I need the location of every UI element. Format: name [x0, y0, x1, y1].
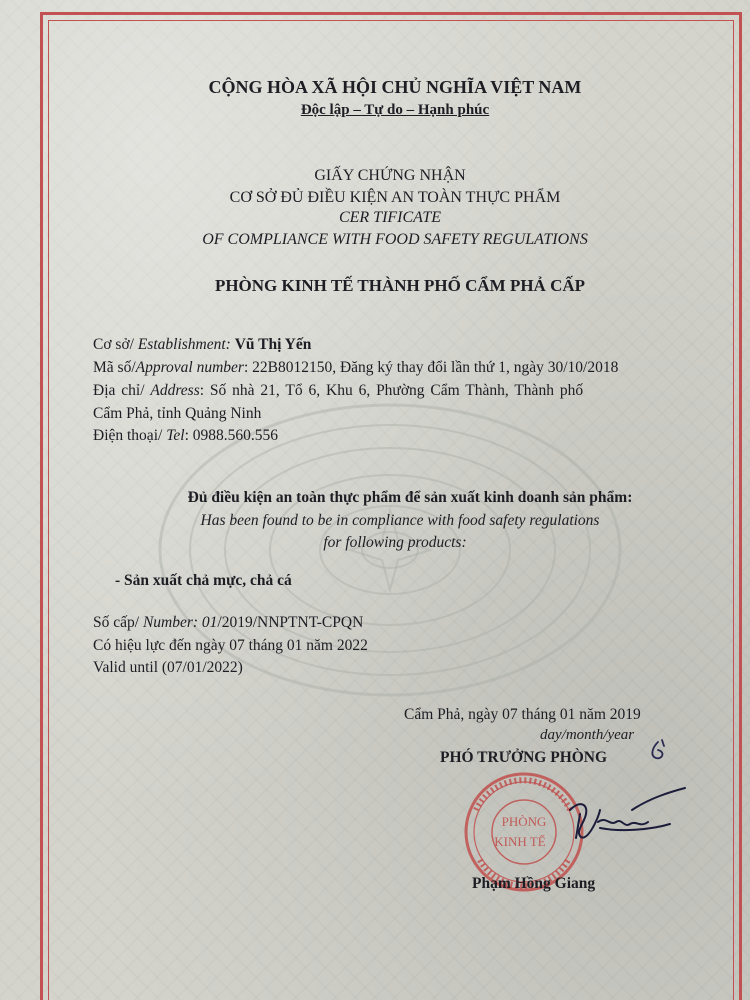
phone-label-vn: Điện thoại/: [93, 427, 167, 444]
establishment-value: Vũ Thị Yến: [234, 336, 312, 353]
product-item: - Sản xuất chả mực, chả cá: [115, 572, 292, 589]
number-value: /2019/NNPTNT-CPQN: [217, 614, 364, 631]
signing-place-date: Cẩm Phả, ngày 07 tháng 01 năm 2019: [404, 706, 641, 723]
certificate-title-en-2: OF COMPLIANCE WITH FOOD SAFETY REGULATIONS: [202, 231, 588, 248]
establishment-label-en: Establishment:: [137, 336, 231, 353]
establishment-label-vn: Cơ sở/: [93, 336, 138, 353]
number-label-en: Number: 01: [142, 614, 218, 631]
certificate-title-en-1: CER TIFICATE: [338, 209, 442, 226]
phone-row: [93, 428, 278, 444]
number-label-vn: Số cấp/: [93, 614, 143, 631]
address-value-1: : Số nhà 21, Tổ 6, Khu 6, Phường Cẩm Thành, Thành phố: [199, 382, 584, 399]
validity-vn: Có hiệu lực đến ngày 07 tháng 01 năm 2022: [93, 637, 368, 654]
address-value-2: Cẩm Phả, tỉnh Quảng Ninh: [93, 405, 262, 422]
compliance-statement-en-2: for following products:: [323, 534, 467, 551]
approval-value: : 22B8012150, Đăng ký thay đổi lần thứ 1, ngày 30/10/2018: [243, 359, 619, 376]
stamp-text-2: KINH TẾ: [494, 834, 546, 849]
approval-label-en: Approval number: [135, 359, 244, 376]
compliance-statement-en-1: Has been found to be in compliance with food safety regulations: [200, 512, 600, 529]
country-header: CỘNG HÒA XÃ HỘI CHỦ NGHĨA VIỆT NAM: [208, 77, 582, 97]
approval-label-vn: Mã số/: [93, 359, 136, 376]
signer-position: PHÓ TRƯỞNG PHÒNG: [440, 749, 608, 766]
initial-mark: [646, 738, 670, 764]
compliance-statement-vn: Đủ điều kiện an toàn thực phẩm để sản xuất kinh doanh sản phẩm:: [187, 489, 633, 506]
issuing-authority: PHÒNG KINH TẾ THÀNH PHỐ CẨM PHẢ CẤP: [214, 276, 586, 295]
certificate-title-vn-2: CƠ SỞ ĐỦ ĐIỀU KIỆN AN TOÀN THỰC PHẨM: [229, 189, 561, 206]
certificate-title-vn-1: GIẤY CHỨNG NHẬN: [314, 167, 466, 184]
validity-en: Valid until (07/01/2022): [93, 659, 243, 676]
phone-label-en: Tel: [166, 427, 185, 444]
address-label-vn: Địa chỉ/: [93, 382, 151, 399]
address-label-en: Address: [150, 382, 200, 399]
approval-row: [93, 360, 618, 376]
phone-value: : 0988.560.556: [184, 427, 279, 444]
handwritten-signature: [540, 780, 690, 860]
establishment-row: [93, 337, 311, 353]
date-format-hint: day/month/year: [540, 727, 635, 743]
address-row: [93, 383, 583, 399]
signer-name: Phạm Hồng Giang: [472, 875, 596, 892]
stamp-text-1: PHÒNG: [501, 814, 547, 829]
certificate-number-row: [93, 615, 363, 631]
motto-text: Độc lập – Tự do – Hạnh phúc: [300, 102, 490, 118]
motto: [0, 103, 750, 118]
